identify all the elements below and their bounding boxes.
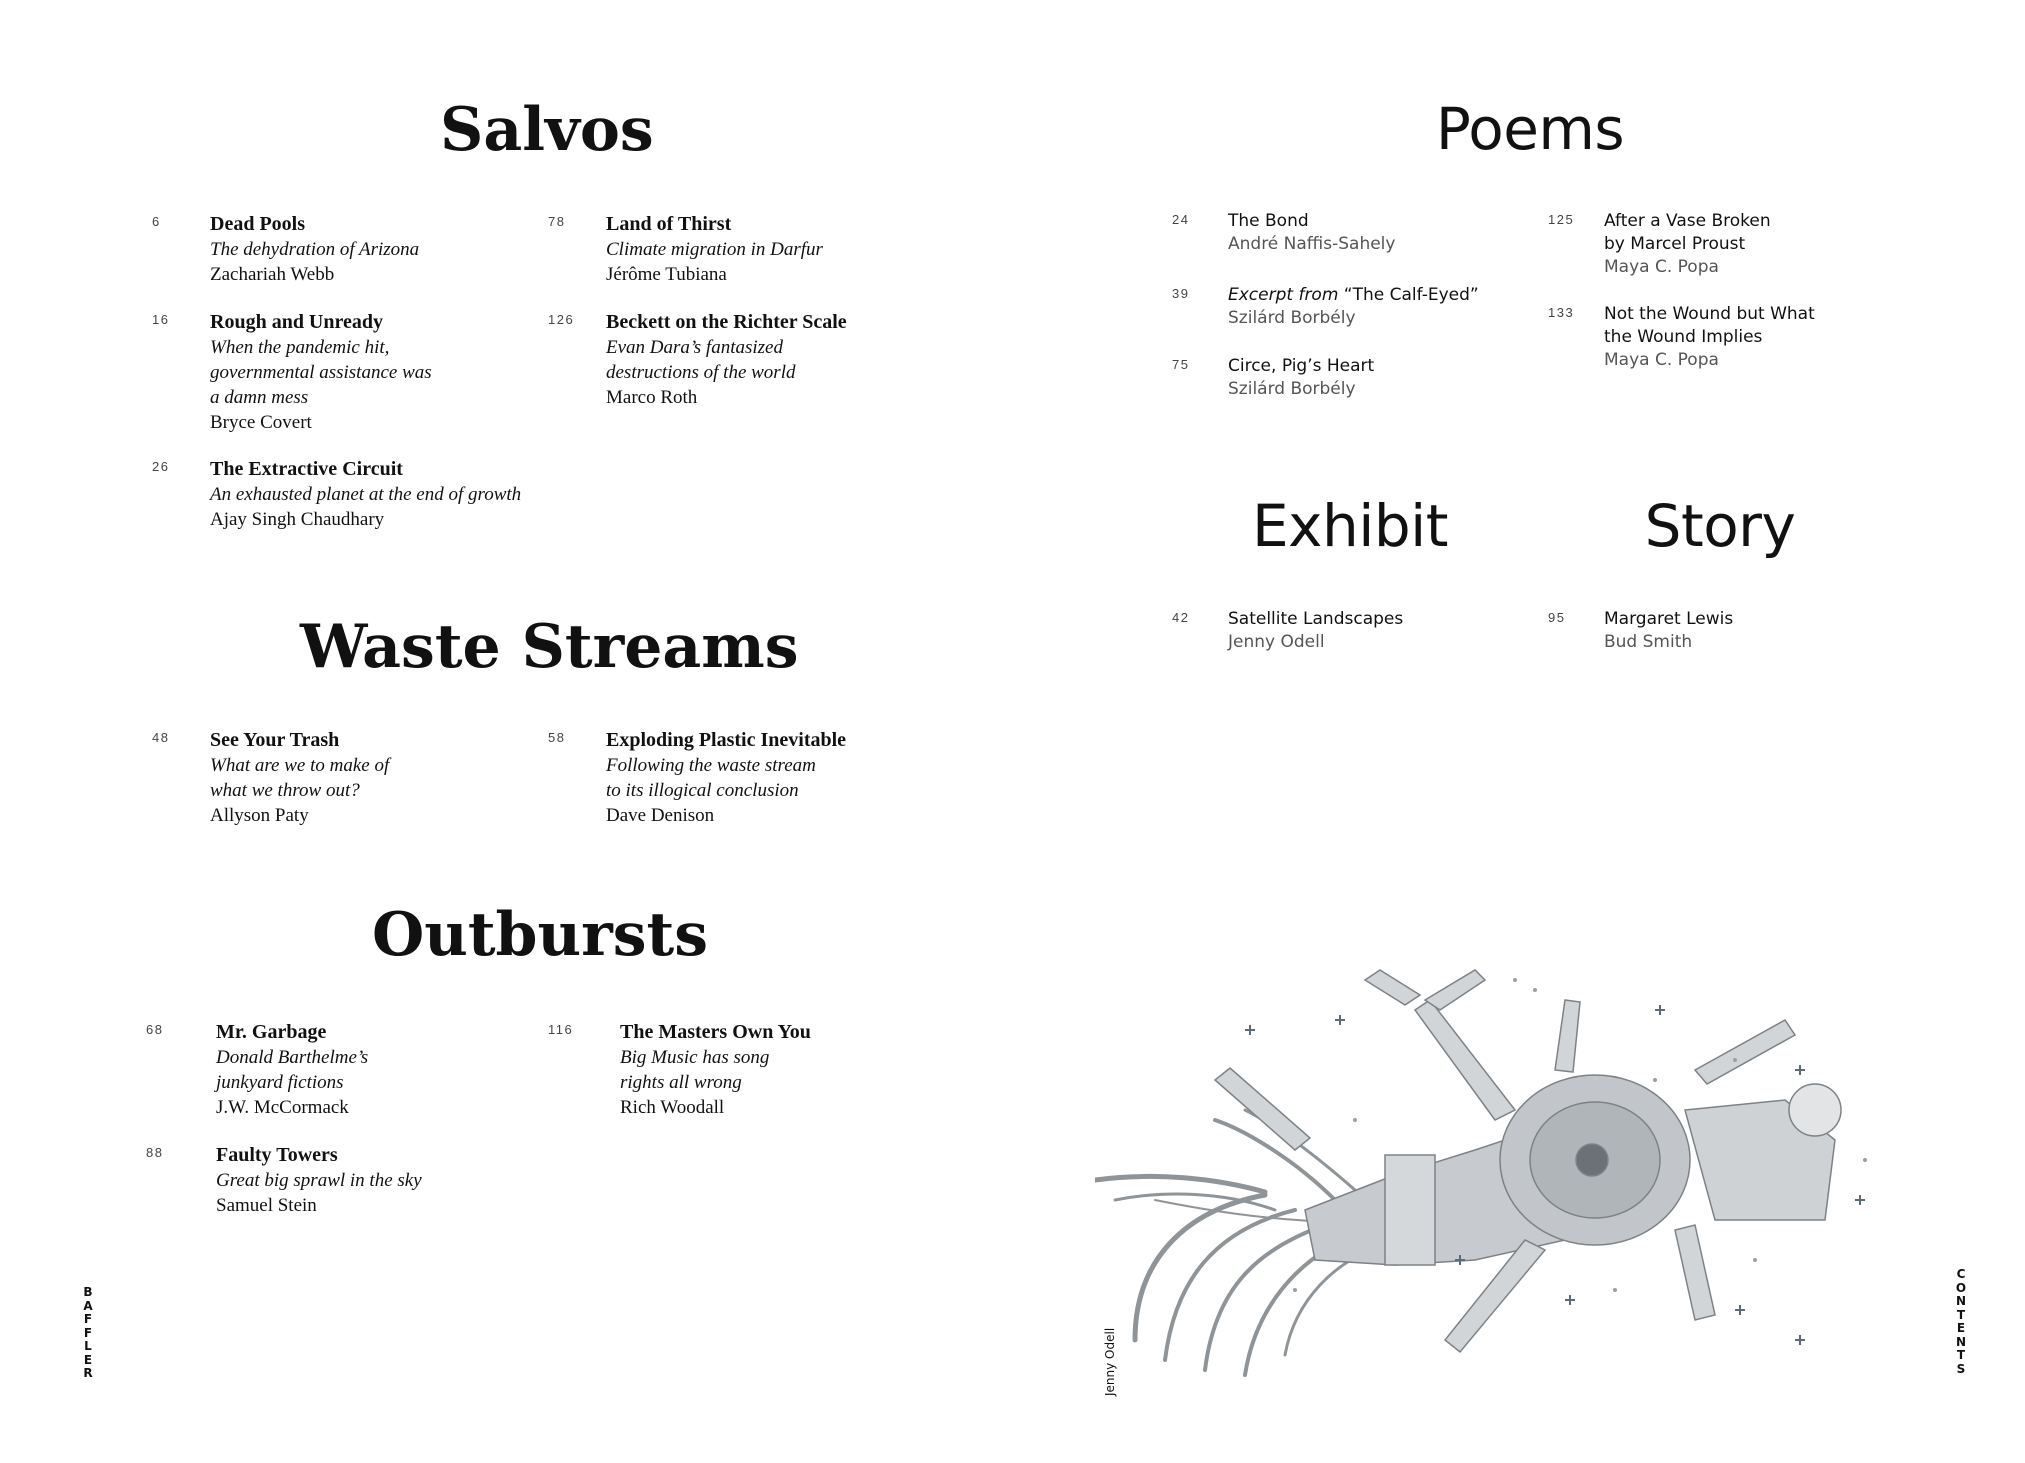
spine-letter: T <box>1956 1307 1966 1322</box>
entry-title-rest: “The Calf-Eyed” <box>1338 285 1479 305</box>
spine-letter: S <box>1956 1361 1966 1376</box>
entry-title: Satellite Landscapes <box>1228 609 1404 629</box>
spine-letter: T <box>1956 1348 1966 1362</box>
image-credit: Jenny Odell <box>1103 1327 1117 1396</box>
entry-title: Margaret Lewis <box>1604 609 1734 629</box>
entry-title: After a Vase Broken by Marcel Proust <box>1604 211 1771 254</box>
entry-author: Szilárd Borbély <box>1228 379 1356 399</box>
entry-author: Ajay Singh Chaudhary <box>210 509 385 530</box>
page-number: 88 <box>146 1145 164 1160</box>
entry-title: Land of Thirst <box>606 213 732 235</box>
entry-title: Dead Pools <box>210 213 305 235</box>
entry-subtitle: Donald Barthelme’s junkyard fictions <box>216 1047 369 1093</box>
spine-letter: O <box>1955 1280 1967 1295</box>
entry-title: Mr. Garbage <box>216 1021 327 1043</box>
entry-title: Exploding Plastic Inevitable <box>606 729 847 751</box>
entry-subtitle: Climate migration in Darfur <box>606 239 823 260</box>
entry-author: Rich Woodall <box>620 1097 725 1118</box>
entry-title: Faulty Towers <box>216 1144 338 1166</box>
entry-subtitle: When the pandemic hit, governmental assistance was a damn mess <box>210 337 432 408</box>
page-number: 48 <box>152 730 170 745</box>
entry-title: Not the Wound but What the Wound Implies <box>1604 304 1815 347</box>
spine-label-baffler <box>81 1286 95 1381</box>
page-number: 16 <box>152 312 170 327</box>
entry-author: Bryce Covert <box>210 412 312 433</box>
spine-letter: C <box>1956 1267 1966 1281</box>
section-heading-exhibit: Exhibit <box>1251 492 1449 560</box>
spine-letter: F <box>83 1312 93 1326</box>
airport-aerial-illustration <box>1095 960 1905 1380</box>
section-heading-story: Story <box>1644 492 1796 560</box>
page-number: 133 <box>1548 305 1575 320</box>
spine-letter: R <box>83 1366 93 1380</box>
page-number: 95 <box>1548 610 1566 625</box>
page-number: 68 <box>146 1022 164 1037</box>
spine-letter: N <box>1955 1294 1967 1308</box>
entry-author: Maya C. Popa <box>1604 350 1719 370</box>
entry-title <box>1228 284 1548 307</box>
entry-subtitle: Following the waste stream to its illogical conclusion <box>606 755 816 801</box>
entry-author: Allyson Paty <box>210 805 309 826</box>
entry-author: Jérôme Tubiana <box>606 264 727 285</box>
page-number: 39 <box>1172 286 1190 301</box>
page-number: 75 <box>1172 357 1190 372</box>
page-number: 58 <box>548 730 566 745</box>
entry-subtitle: Evan Dara’s fantasized destructions of the world <box>606 337 796 383</box>
entry-title: The Bond <box>1228 211 1309 231</box>
entry-author: Marco Roth <box>606 387 698 408</box>
entry-author: Jenny Odell <box>1228 632 1325 652</box>
spine-letter: A <box>83 1298 93 1313</box>
spine-letter: B <box>83 1285 93 1299</box>
spine-label-contents <box>1954 1268 1968 1376</box>
entry-subtitle: Great big sprawl in the sky <box>216 1170 422 1191</box>
entry-title: Circe, Pig’s Heart <box>1228 356 1375 376</box>
page-number: 26 <box>152 459 170 474</box>
page-number: 116 <box>548 1022 574 1037</box>
entry-author: André Naffis-Sahely <box>1228 234 1396 254</box>
page-number: 126 <box>548 312 575 327</box>
section-heading-salvos: Salvos <box>440 95 654 165</box>
section-heading-outbursts: Outbursts <box>371 900 709 970</box>
spine-letter: E <box>83 1352 93 1367</box>
entry-author: Maya C. Popa <box>1604 257 1719 277</box>
entry-title: The Masters Own You <box>620 1021 811 1043</box>
entry-subtitle: The dehydration of Arizona <box>210 239 420 260</box>
entry-author: Szilárd Borbély <box>1228 308 1356 328</box>
entry-title: Rough and Unready <box>210 311 384 333</box>
page-number: 78 <box>548 214 566 229</box>
page-number: 125 <box>1548 212 1575 227</box>
entry-subtitle: What are we to make of what we throw out? <box>210 755 390 801</box>
page-number: 42 <box>1172 610 1190 625</box>
entry-author: Bud Smith <box>1604 632 1693 652</box>
section-heading-poems: Poems <box>1435 95 1625 163</box>
entry-subtitle: Big Music has song rights all wrong <box>620 1047 770 1093</box>
entry-subtitle: An exhausted planet at the end of growth <box>210 484 522 505</box>
spine-letter: E <box>1956 1321 1966 1335</box>
entry-title: Beckett on the Richter Scale <box>606 311 847 333</box>
entry-author: Dave Denison <box>606 805 715 826</box>
section-heading-waste-streams: Waste Streams <box>300 612 799 682</box>
entry-author: Samuel Stein <box>216 1195 317 1216</box>
page-number: 6 <box>152 214 161 229</box>
spine-letter: N <box>1955 1334 1967 1349</box>
spine-letter: L <box>84 1339 92 1353</box>
entry-author: Zachariah Webb <box>210 264 335 285</box>
entry-title-italic: Excerpt from <box>1228 285 1339 305</box>
spine-letter: F <box>83 1325 93 1340</box>
page-number: 24 <box>1172 212 1190 227</box>
entry-title: The Extractive Circuit <box>210 458 403 480</box>
entry-author: J.W. McCormack <box>216 1097 349 1118</box>
entry-title: See Your Trash <box>210 729 340 751</box>
